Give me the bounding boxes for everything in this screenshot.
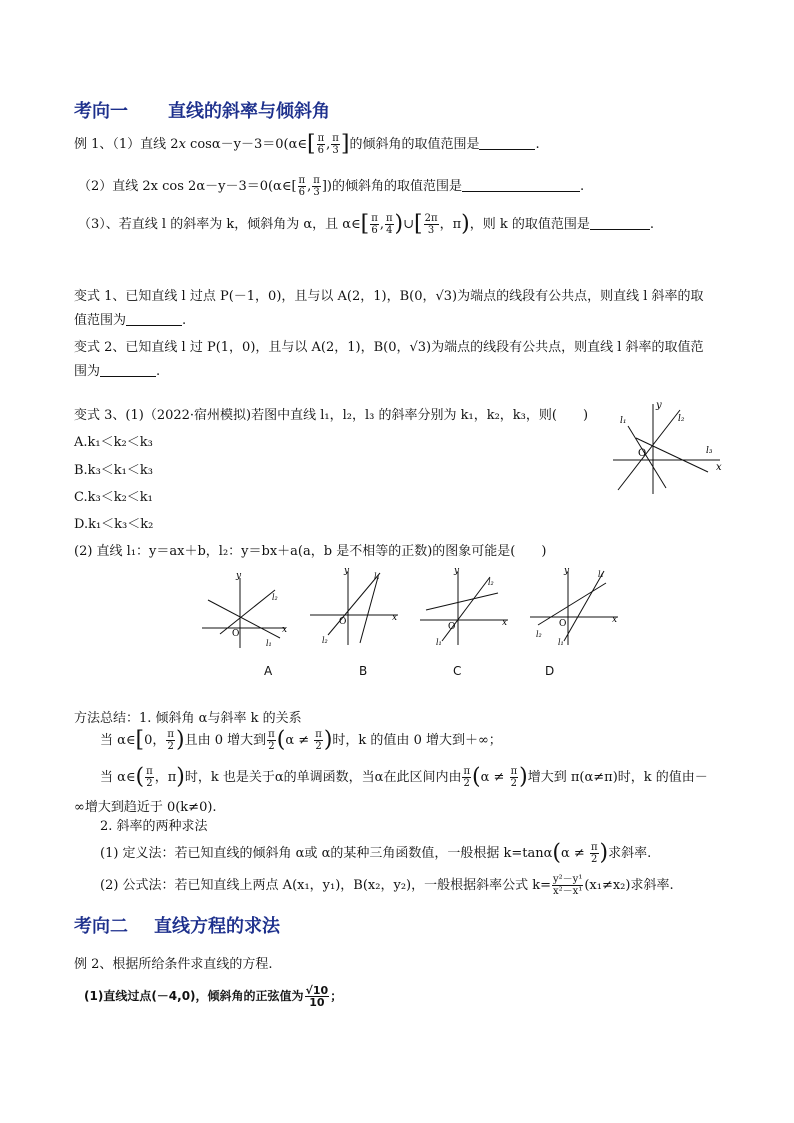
fraction: $\frac{\pi}{6}$ <box>317 133 325 156</box>
summary-title: 方法总结：1. 倾斜角 α与斜率 k 的关系 <box>74 711 302 726</box>
fraction: $\frac{\pi}{2}$ <box>167 729 174 752</box>
svg-text:l₂: l₂ <box>272 593 278 602</box>
text: 时，k 也是关于α的单调函数，当α在此区间内由 <box>184 770 462 785</box>
variant1-line2: 值范围为 . <box>74 313 187 328</box>
variant2-line1: 变式 2、已知直线 l 过 P(1，0)，且与以 A(2，1)，B(0，√3)为端点的线段有公共点，则直线 l 斜率的取值范 <box>74 340 704 355</box>
variant3-question1: 变式 3、(1)（2022·宿州模拟)若图中直线 l₁，l₂，l₃ 的斜率分别为 k₁，k₂，k₃，则( ) <box>74 408 589 423</box>
text: 时，k 的值由 0 增大到＋∞； <box>332 733 502 748</box>
bracket: ) <box>176 727 185 753</box>
answer-blank[interactable] <box>100 364 156 377</box>
text: α ≠ <box>561 846 589 861</box>
example2-intro: 例 2、根据所给条件求直线的方程. <box>74 957 273 972</box>
fraction: $\frac{\pi}{2}$ <box>268 729 275 752</box>
method-formula <box>100 874 674 897</box>
graph-label-d: D <box>545 664 555 678</box>
answer-blank[interactable] <box>126 313 182 326</box>
fraction: $\frac{\pi}{2}$ <box>463 766 471 789</box>
svg-text:l₂: l₂ <box>322 636 328 645</box>
bracket: ) <box>599 840 609 866</box>
bracket: ) <box>323 727 333 753</box>
bracket: ) <box>519 764 528 790</box>
text: 围为 <box>74 364 101 379</box>
fraction: $\frac{√10}{10}$ <box>305 984 329 1009</box>
text: α ≠ <box>285 733 314 748</box>
option-d[interactable]: D.k₁＜k₃＜k₂ <box>74 517 154 532</box>
text: (x₁≠x₂)求斜率. <box>584 878 674 893</box>
summary-line2: 当 α∈( $\frac{\pi}{2}$ ，π)时，k 也是关于α的单调函数，当α在此区间内由 $\frac{\pi}{2}$ (α ≠ $\frac{\pi}{2}$ )增大到 π(α≠π)时，k 的值由－ <box>100 764 708 790</box>
bracket: [ <box>135 727 145 753</box>
text: 例 1、（1）直线 2 <box>74 137 179 152</box>
svg-text:O: O <box>232 629 240 639</box>
answer-blank[interactable] <box>462 179 580 192</box>
svg-text:y: y <box>656 400 662 411</box>
bracket: ( <box>552 840 561 866</box>
section-heading-1 <box>74 97 330 123</box>
text: x <box>178 137 186 152</box>
option-b[interactable]: B.k₃＜k₁＜k₃ <box>74 463 153 478</box>
svg-text:y: y <box>344 566 350 576</box>
graph-label-a: A <box>264 664 273 678</box>
text: 增大到 π(α≠π)时，k 的值由－ <box>527 770 708 785</box>
text: α－y－3＝0(α∈ <box>211 137 307 152</box>
fraction: $\frac{\pi}{2}$ <box>146 766 153 789</box>
example1-part1: 例 1、（1）直线 2x cosα－y－3＝0(α∈[ $\frac{\pi}{6}$ , $\frac{\pi}{3}$ ]的倾斜角的取值范围是 . <box>74 131 540 157</box>
variant2-line2: 围为 . <box>74 364 161 379</box>
text: (1)直线过点(－4,0)，倾斜角的正弦值为 <box>84 989 304 1003</box>
svg-text:l₁: l₁ <box>620 416 627 426</box>
graph-c[interactable] <box>418 565 513 650</box>
text: π <box>452 217 462 232</box>
lines-figure <box>608 398 728 498</box>
text: α ≠ <box>480 770 509 785</box>
bracket: [ <box>306 131 316 157</box>
text: ∪ <box>403 217 415 232</box>
bracket: [ <box>360 211 370 237</box>
bracket: ) <box>461 211 470 237</box>
example1-part2: （2）直线 2x cos 2α－y－3＝0(α∈[ $\frac{\pi}{6}$ , $\frac{\pi}{3}$ ])的倾斜角的取值范围是 . <box>78 175 585 198</box>
svg-text:l₃: l₃ <box>706 446 713 456</box>
svg-text:l₁: l₁ <box>266 639 272 648</box>
svg-text:x: x <box>502 618 508 628</box>
section-number: 考向二 <box>74 916 128 937</box>
svg-text:l₁: l₁ <box>558 638 564 647</box>
summary-line1: 当 α∈[0， $\frac{\pi}{2}$ )且由 0 增大到 $\frac{\pi}{2}$ (α ≠ $\frac{\pi}{2}$ )时，k 的值由 0 增大到＋∞； <box>100 727 502 753</box>
svg-text:y: y <box>236 571 242 581</box>
svg-text:x: x <box>392 613 398 623</box>
svg-text:O: O <box>559 619 567 629</box>
example2-question1 <box>84 985 342 1008</box>
bracket: ( <box>135 764 145 790</box>
bracket: ( <box>472 764 481 790</box>
svg-text:l₂: l₂ <box>678 414 685 424</box>
graph-d[interactable] <box>528 565 623 650</box>
svg-text:l₁: l₁ <box>436 638 442 647</box>
text: 当 α∈ <box>100 770 136 785</box>
graph-label-c: C <box>453 664 462 678</box>
variant3-question2: (2) 直线 l₁：y＝ax＋b，l₂：y＝bx＋a(a，b 是不相等的正数)的图象可能是( ) <box>74 544 547 559</box>
fraction: $\frac{\pi}{4}$ <box>385 213 393 236</box>
text: (1) 定义法：若已知直线的倾斜角 α或 α的某种三角函数值，一般根据 k=tanα <box>100 846 553 861</box>
fraction: $\frac{\pi}{6}$ <box>371 213 378 236</box>
text: (2) 公式法：若已知直线上两点 A(x₁，y₁)，B(x₂，y₂)，一般根据斜率公式 k= <box>100 878 552 893</box>
text: ； <box>330 989 343 1003</box>
fraction: $\frac{2\pi}{3}$ <box>424 213 438 236</box>
fraction: $\frac{\text{y²－y¹}}{\text{x²－x¹}}$ <box>553 874 583 897</box>
section-title: 直线的斜率与倾斜角 <box>168 101 330 122</box>
svg-text:x: x <box>612 615 618 625</box>
section-number: 考向一 <box>74 101 128 122</box>
answer-blank[interactable] <box>590 217 650 230</box>
bracket: ) <box>394 211 404 237</box>
text: cos <box>185 137 212 152</box>
variant1-line1: 变式 1、已知直线 l 过点 P(－1，0)，且与以 A(2，1)，B(0，√3)为端点的线段有公共点，则直线 l 斜率的取 <box>74 289 704 304</box>
text: ，则 k 的取值范围是 <box>469 217 590 232</box>
example1-part3: （3）、若直线 l 的斜率为 k，倾斜角为 α，且 α∈[ $\frac{\pi}{6}$ , $\frac{\pi}{4}$ )∪[ $\frac{2\pi}{3}$ ，π)，则 k 的取值范围是 . <box>78 211 655 237</box>
section-heading-2 <box>74 912 280 938</box>
svg-text:l₁: l₁ <box>374 572 380 581</box>
fraction: $\frac{\pi}{6}$ <box>298 175 306 198</box>
graph-b[interactable] <box>308 565 403 650</box>
fraction: $\frac{\pi}{2}$ <box>510 766 518 789</box>
text: 的倾斜角的取值范围是 <box>349 137 480 152</box>
text: （3）、若直线 l 的斜率为 k，倾斜角为 α，且 α∈ <box>78 217 361 232</box>
svg-text:O: O <box>339 617 347 627</box>
method-definition <box>100 842 651 865</box>
bracket: ] <box>340 131 350 157</box>
section-title: 直线方程的求法 <box>154 916 280 937</box>
graph-label-b: B <box>359 664 368 678</box>
bracket: ( <box>276 727 286 753</box>
svg-text:l₁: l₁ <box>598 570 604 579</box>
svg-text:y: y <box>454 566 460 576</box>
text: π <box>167 770 177 785</box>
svg-text:O: O <box>638 448 647 459</box>
svg-text:O: O <box>448 622 456 632</box>
svg-text:x: x <box>716 462 722 473</box>
fraction: $\frac{\pi}{3}$ <box>313 175 320 198</box>
answer-blank[interactable] <box>479 137 535 150</box>
text: （2）直线 2x cos 2α－y－3＝0(α∈[ <box>78 179 297 194</box>
summary-line3: ∞增大到趋近于 0(k≠0). <box>74 800 217 815</box>
fraction: $\frac{\pi}{3}$ <box>332 133 339 156</box>
text: 当 α∈ <box>100 733 136 748</box>
fraction: $\frac{\pi}{2}$ <box>590 842 598 865</box>
option-c[interactable]: C.k₃＜k₂＜k₁ <box>74 490 153 505</box>
text: 求斜率. <box>608 846 652 861</box>
summary-title-2: 2. 斜率的两种求法 <box>100 819 208 834</box>
bracket: [ <box>414 211 423 237</box>
text: ])的倾斜角的取值范围是 <box>321 179 462 194</box>
svg-text:x: x <box>282 625 288 635</box>
fraction: $\frac{\pi}{2}$ <box>315 729 322 752</box>
text: 且由 0 增大到 <box>184 733 267 748</box>
svg-text:l₂: l₂ <box>488 578 494 587</box>
svg-text:l₂: l₂ <box>536 630 542 639</box>
option-a[interactable]: A.k₁＜k₂＜k₃ <box>74 435 153 450</box>
graph-a[interactable] <box>200 570 290 650</box>
text: 值范围为 <box>74 313 127 328</box>
svg-text:y: y <box>564 566 570 576</box>
bracket: ) <box>176 764 185 790</box>
